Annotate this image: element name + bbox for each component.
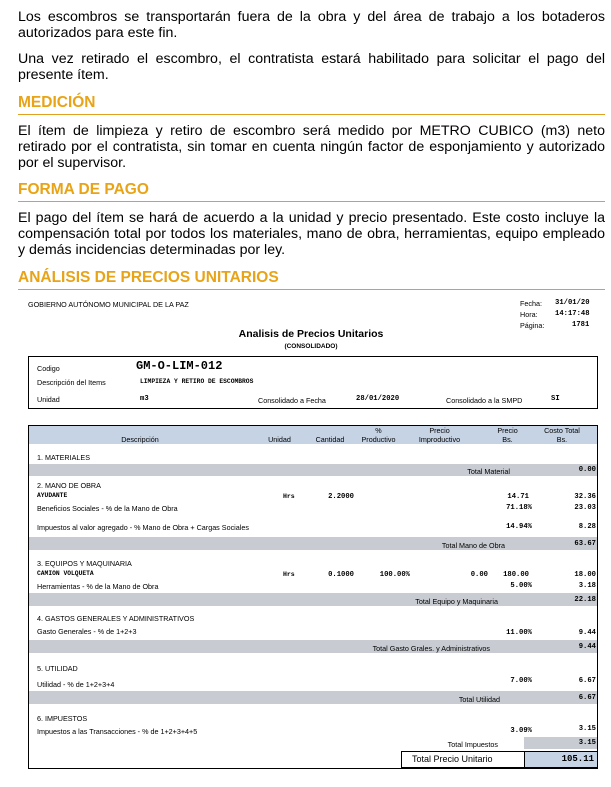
col-cantidad: Cantidad [315,435,345,444]
paragraph-medicion: El ítem de limpieza y retiro de escombro será medido por METRO CUBICO (m3) neto retirado por el contratista, sin tomar en cuenta ningún factor de esponjamiento y autorizado por el supervisor. [18,123,605,171]
row-camion-volqueta: CAMION VOLQUETA [37,570,94,577]
fecha-label: Fecha: [520,299,542,308]
row-camion-cantidad: 0.1000 [328,571,354,579]
total-mano-de-obra-label: Total Mano de Obra [441,541,505,550]
consolidado-fecha-label: Consolidado a Fecha [258,396,326,405]
section-utilidad: 5. UTILIDAD [37,664,78,673]
org-name: GOBIERNO AUTÓNOMO MUNICIPAL DE LA PAZ [28,300,189,309]
row-camion-productivo: 100.00% [379,571,410,579]
heading-medicion: MEDICIÓN [18,94,605,115]
section-materiales: 1. MATERIALES [37,453,90,462]
row-camion-costo: 18.00 [574,571,596,579]
row-gastos-costo: 9.44 [578,629,596,637]
row-iva: Impuestos al valor agregado - % Mano de Obra + Cargas Sociales [37,523,249,532]
row-ayudante-cantidad: 2.2000 [328,493,354,501]
total-impuestos-value: 3.15 [578,739,596,747]
col-precio-2: Bs. [502,435,513,444]
section-equipos: 3. EQUIPOS Y MAQUINARIA [37,559,132,568]
section-gastos-generales: 4. GASTOS GENERALES Y ADMINISTRATIVOS [37,614,195,623]
total-materiales-value: 0.00 [578,466,596,474]
paragraph-forma-de-pago: El pago del ítem se hará de acuerdo a la unidad y precio presentado. Este costo incluye la compensación total por todos los materiales, mano de obra, herramientas, equipo empleado y demás incidencias determinadas por ley. [18,210,605,258]
col-productivo-1: % [375,426,382,435]
codigo-value: GM-O-LIM-012 [136,359,223,373]
total-equipos-label: Total Equipo y Maquinaria [415,597,498,606]
hora-value: 14:17:48 [555,310,590,318]
total-row-equipos [29,593,597,606]
grand-total-label: Total Precio Unitario [412,754,493,764]
section-impuestos: 6. IMPUESTOS [37,714,88,723]
consolidado-smpd-label: Consolidado a la SMPD [446,396,523,405]
pagina-value: 1781 [572,321,590,329]
pagina-label: Página: [520,321,545,330]
row-herramientas: Herramientas - % de la Mano de Obra [37,582,159,591]
row-herramientas-pct: 5.00% [510,582,532,590]
row-camion-precio: 180.00 [503,571,529,579]
total-utilidad-value: 6.67 [578,694,596,702]
consolidado-smpd-value: SI [551,395,560,403]
paragraph-transport: Los escombros se transportarán fuera de la obra y del área de trabajo a los botaderos autorizados para este fin. [18,9,605,41]
row-gastos-generales: Gasto Generales - % de 1+2+3 [37,627,137,636]
consolidado-fecha-value: 28/01/2020 [356,395,400,403]
codigo-label: Codigo [37,364,60,373]
row-ayudante: AYUDANTE [37,492,68,499]
row-utilidad-costo: 6.67 [578,677,596,685]
unidad-label: Unidad [37,395,60,404]
section-mano-de-obra: 2. MANO DE OBRA [37,481,101,490]
col-precio-1: Precio [497,426,518,435]
col-improductivo-2: Improductivo [418,435,461,444]
row-ayudante-unidad: Hrs [283,493,295,500]
descripcion-label: Descripción del Items [37,378,106,387]
col-costo-1: Costo Total [544,426,580,435]
row-impuestos-pct: 3.09% [510,727,532,735]
row-impuestos-transacciones: Impuestos a las Transacciones - % de 1+2+3+4+5 [37,727,198,736]
total-equipos-value: 22.18 [574,596,596,604]
col-productivo-2: Productivo [361,435,396,444]
row-ayudante-precio: 14.71 [507,493,529,501]
row-herramientas-costo: 3.18 [578,582,596,590]
total-gastos-label: Total Gasto Grales. y Administrativos [372,644,490,653]
total-row-materiales [29,464,597,476]
col-unidad: Unidad [268,435,291,444]
row-gastos-pct: 11.00% [506,629,532,637]
row-utilidad: Utilidad - % de 1+2+3+4 [37,680,115,689]
row-camion-improductivo: 0.00 [470,571,488,579]
row-ayudante-costo: 32.36 [574,493,596,501]
total-gastos-value: 9.44 [578,643,596,651]
hora-label: Hora: [520,310,538,319]
row-utilidad-pct: 7.00% [510,677,532,685]
row-iva-pct: 14.94% [506,523,532,531]
total-impuestos-label: Total Impuestos [447,740,498,749]
unidad-value: m3 [140,395,149,403]
report-subtitle: (CONSOLIDADO) [284,343,338,350]
heading-forma-de-pago: FORMA DE PAGO [18,181,605,202]
col-costo-2: Bs. [556,435,568,444]
row-beneficios-costo: 23.03 [574,504,596,512]
row-iva-costo: 8.28 [578,523,596,531]
grand-total-value: 105.11 [561,754,594,764]
total-mano-de-obra-value: 63.67 [574,540,596,548]
row-beneficios-pct: 71.18% [506,504,532,512]
descripcion-value: LIMPIEZA Y RETIRO DE ESCOMBROS [140,378,254,385]
total-utilidad-label: Total Utilidad [458,695,500,704]
row-beneficios-sociales: Beneficios Sociales - % de la Mano de Obra [37,504,178,513]
paragraph-payment-enable: Una vez retirado el escombro, el contratista estará habilitado para solicitar el pago del presente ítem. [18,51,605,83]
row-camion-unidad: Hrs [283,571,295,578]
fecha-value: 31/01/20 [555,299,590,307]
report-title: Analisis de Precios Unitarios [238,328,384,340]
heading-apu: ANÁLISIS DE PRECIOS UNITARIOS [18,269,605,290]
col-improductivo-1: Precio [429,426,450,435]
total-row-mano-de-obra [29,537,597,550]
row-impuestos-costo: 3.15 [578,725,596,733]
col-descripcion: Descripción [121,435,159,444]
total-materiales-label: Total Material [467,467,510,476]
total-row-utilidad [29,691,597,704]
